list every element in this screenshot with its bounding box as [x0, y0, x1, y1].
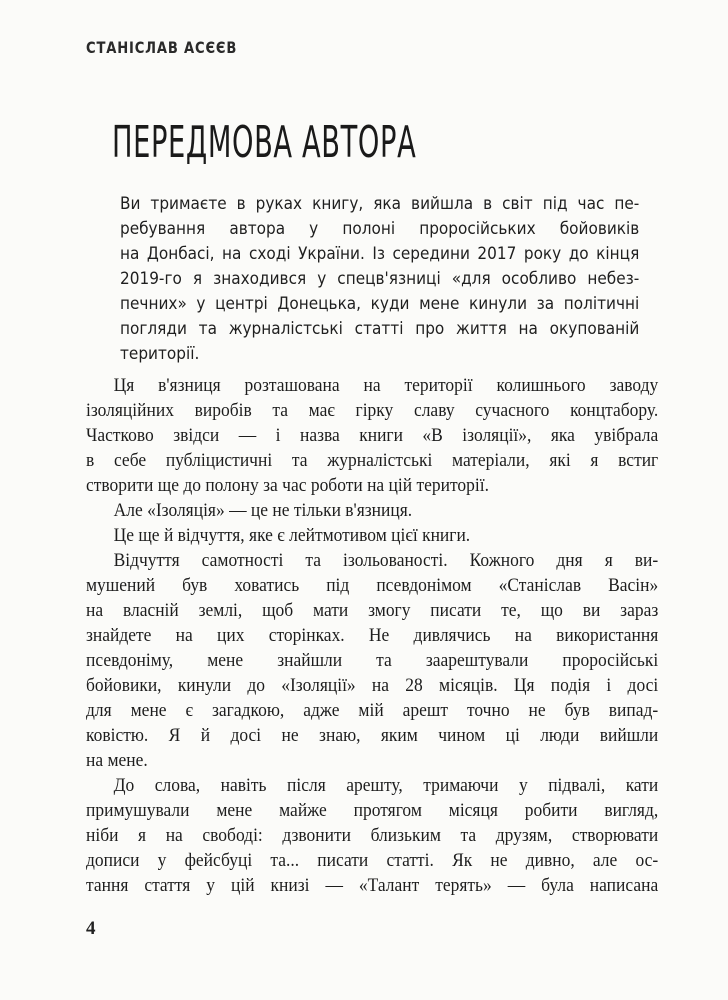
- body-line: для мене є загадкою, адже мій арешт точно не був випад-: [86, 700, 659, 721]
- body-line: ковістю. Я й досі не знаю, яким чином ці люди вийшли: [86, 725, 659, 746]
- intro-line: території.: [120, 344, 200, 364]
- body-line: Але «Ізоляція» — це не тільки в'язниця.: [113, 500, 413, 521]
- body-line: знайдете на цих сторінках. Не дивлячись на використання: [86, 625, 659, 646]
- body-line: на мене.: [86, 750, 148, 771]
- intro-line: 2019-го я знаходився у спецв'язниці «для особливо небез-: [120, 269, 640, 289]
- intro-line: печних» у центрі Донецька, куди мене кинули за політичні: [120, 294, 640, 314]
- page-title: ПЕРЕДМОВА АВТОРА: [112, 117, 417, 169]
- body-line: дописи у фейсбуці та... писати статті. Як не дивно, але ос-: [86, 850, 659, 871]
- body-text: [86, 373, 658, 898]
- body-line: в себе публіцистичні та журналістські матеріали, які я встиг: [86, 450, 659, 471]
- body-line: Відчуття самотності та ізольованості. Кожного дня я ви-: [113, 550, 659, 571]
- body-line: на власній землі, щоб мати змогу писати те, що ви зараз: [86, 600, 659, 621]
- body-line: До слова, навіть після арешту, тримаючи у підвалі, кати: [113, 775, 659, 796]
- body-line: псевдоніму, мене знайшли та заарештували проросійські: [86, 650, 659, 671]
- body-line: бойовики, кинули до «Ізоляції» на 28 місяців. Ця подія і досі: [86, 675, 659, 696]
- body-line: ніби я на свободі: дзвонити близьким та друзям, створювати: [86, 825, 659, 846]
- body-line: ізоляційних виробів та має гірку славу сучасного концтабору.: [86, 400, 659, 421]
- intro-line: погляди та журналістські статті про життя на окупованій: [120, 319, 640, 339]
- page-number: 4: [86, 918, 96, 939]
- intro-line: на Донбасі, на сході України. Із середини 2017 року до кінця: [120, 244, 640, 264]
- body-line: Частково звідси — і назва книги «В ізоляції», яка увібрала: [86, 425, 659, 446]
- body-line: примушували мене майже протягом місяця робити вигляд,: [86, 800, 659, 821]
- body-line: створити ще до полону за час роботи на цій території.: [86, 475, 489, 496]
- body-line: Ця в'язниця розташована на території колишнього заводу: [113, 375, 659, 396]
- intro-line: Ви тримаєте в руках книгу, яка вийшла в світ під час пе-: [120, 194, 640, 214]
- intro-line: ребування автора у полоні проросійських бойовиків: [120, 219, 640, 239]
- intro-paragraph: [120, 192, 640, 367]
- running-head: СТАНІСЛАВ АСЄЄВ: [86, 38, 238, 57]
- body-line: тання стаття у цій книзі — «Талант терять» — була написана: [86, 875, 659, 896]
- body-line: мушений був ховатись під псевдонімом «Станіслав Васін»: [86, 575, 659, 596]
- body-line: Це ще й відчуття, яке є лейтмотивом цієї книги.: [113, 525, 471, 546]
